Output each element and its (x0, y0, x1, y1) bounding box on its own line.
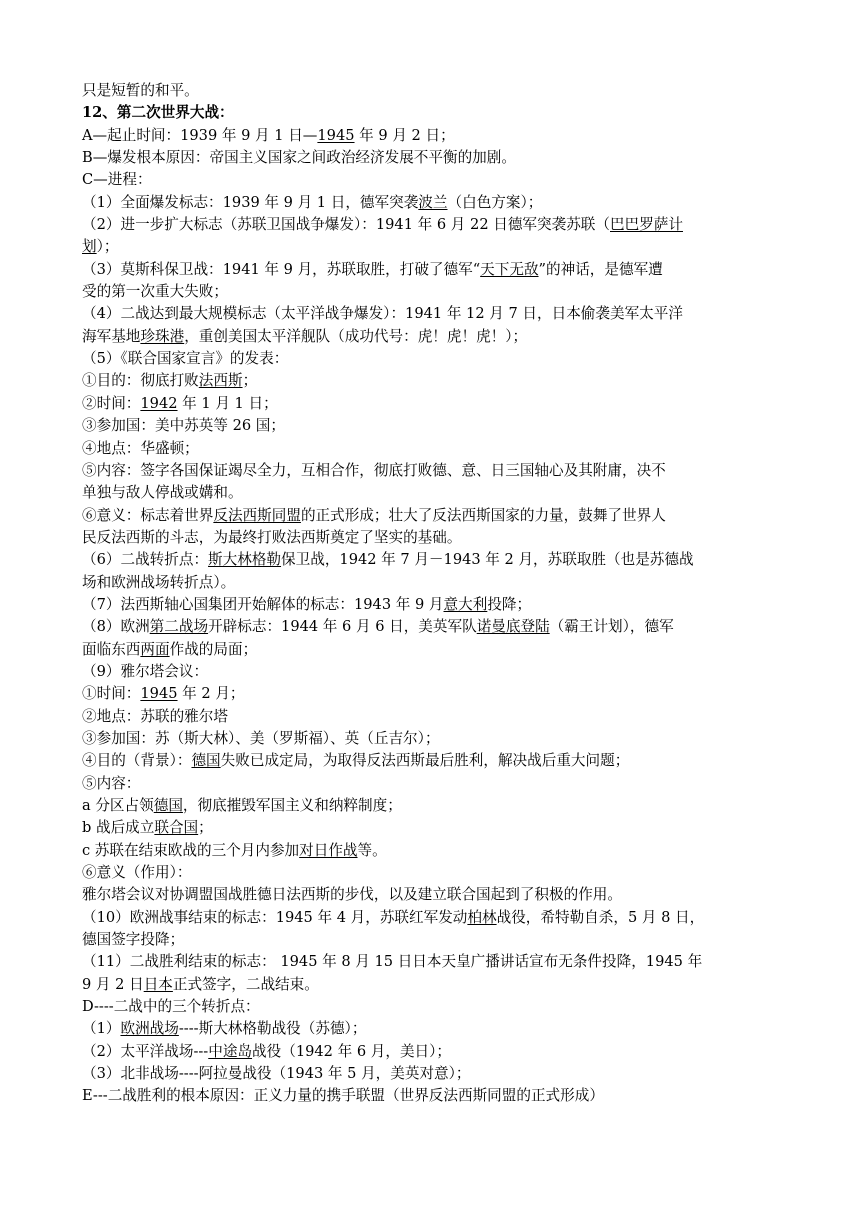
text-run: 开辟标志：1944 年 6 月 6 日，美英军队 (208, 618, 477, 636)
underlined-term: 1945 (317, 126, 355, 144)
text-run: ⑤内容： (82, 774, 141, 792)
text-line (82, 236, 782, 258)
text-run: ----斯大林格勒战役（苏德）； (178, 1020, 367, 1038)
text-line (82, 169, 782, 191)
text-run: ④地点：华盛顿； (82, 439, 199, 457)
text-line (82, 415, 782, 437)
text-line (82, 974, 782, 996)
text-line (82, 303, 782, 325)
text-run: 等。 (357, 841, 387, 859)
text-run: ⑥意义：标志着世界 (82, 506, 214, 524)
text-run: b 战后成立 (82, 819, 155, 837)
text-run: （10）欧洲战事结束的标志：1945 年 4 月，苏联红军发动 (82, 908, 468, 926)
underlined-term: 两面 (140, 640, 170, 658)
text-run: 年 2 月； (177, 685, 245, 703)
text-line (82, 460, 782, 482)
underlined-term: 法西斯 (198, 372, 243, 390)
text-line (82, 929, 782, 951)
text-run: 12、第二次世界大战： (82, 104, 234, 122)
text-line (82, 840, 782, 862)
text-run: ④目的（背景）： (82, 752, 192, 770)
text-line (82, 1041, 782, 1063)
text-run: ③参加国：美中苏英等 26 国； (82, 417, 285, 435)
document-body (82, 80, 782, 1108)
text-run: 正式签字，二战结束。 (172, 975, 319, 993)
text-line (82, 549, 782, 571)
underlined-term: 巴巴罗萨计 (610, 216, 683, 234)
text-run: ； (198, 819, 213, 837)
text-line (82, 616, 782, 638)
text-run: （2）太平洋战场--- (82, 1042, 209, 1060)
text-run: （1）全面爆发标志：1939 年 9 月 1 日，德军突袭 (82, 193, 419, 211)
section-heading (82, 102, 782, 124)
text-run: ，彻底摧毁军国主义和纳粹制度； (182, 797, 402, 814)
text-run: D----二战中的三个转折点： (82, 998, 260, 1016)
underlined-term: 天下无敌 (480, 260, 539, 278)
underlined-term: 欧洲战场 (120, 1020, 179, 1038)
text-run: （3）莫斯科保卫战：1941 年 9 月，苏联取胜，打破了德军“ (82, 260, 481, 278)
text-run: （2）进一步扩大标志（苏联卫国战争爆发）：1941 年 6 月 22 日德军突袭苏联（ (82, 216, 610, 234)
text-run: C—进程： (82, 171, 152, 189)
underlined-term: 第二战场 (149, 618, 209, 636)
text-run: 受的第一次重大失败； (82, 283, 228, 301)
text-run: 9 月 2 日 (82, 975, 144, 993)
text-line (82, 639, 782, 661)
text-run: 年 1 月 1 日； (177, 394, 278, 412)
text-line (82, 125, 782, 147)
text-run: 面临东西 (82, 640, 141, 658)
text-run: c 苏联在结束欧战的三个月内参加 (82, 841, 300, 859)
underlined-term: 意大利 (443, 595, 488, 613)
underlined-term: 波兰 (418, 193, 448, 211)
text-run: 雅尔塔会议对协调盟国战胜德日法西斯的步伐，以及建立联合国起到了积极的作用。 (82, 886, 622, 904)
text-line (82, 683, 782, 705)
text-line (82, 706, 782, 728)
text-line (82, 348, 782, 370)
text-line (82, 817, 782, 839)
text-line (82, 884, 782, 906)
text-run: （9）雅尔塔会议： (82, 662, 209, 680)
text-run: 只是短暂的和平。 (82, 82, 199, 99)
underlined-term: 诺曼底登陆 (476, 618, 550, 636)
text-run: （白色方案）； (447, 193, 543, 211)
text-line (82, 259, 782, 281)
text-line (82, 482, 782, 504)
text-line (82, 1063, 782, 1085)
text-line (82, 773, 782, 795)
text-run: ①目的：彻底打败 (82, 372, 199, 390)
text-line (82, 80, 782, 102)
text-line (82, 370, 782, 392)
text-run: ①时间： (82, 685, 141, 703)
text-run: （1） (82, 1020, 121, 1038)
underlined-term: 对日作战 (299, 841, 358, 859)
text-run: 战役，希特勒自杀，5 月 8 日， (496, 908, 705, 926)
underlined-term: 柏林 (467, 908, 497, 926)
text-run: ⑤内容：签字各国保证竭尽全力，互相合作，彻底打败德、意、日三国轴心及其附庸，决不 (82, 461, 666, 479)
text-run: 场和欧洲战场转折点）。 (82, 573, 236, 591)
text-run: a 分区占领 (82, 797, 154, 814)
underlined-term: 1945 (140, 685, 178, 703)
text-run: 德国签字投降； (82, 931, 185, 949)
text-run: 作战的局面； (169, 640, 258, 658)
text-run: 保卫战，1942 年 7 月－1943 年 2 月，苏联取胜（也是苏德战 (281, 551, 694, 569)
text-run: （11）二战胜利结束的标志： 1945 年 8 月 15 日日本天皇广播讲话宣布无条件投降，1945 年 (82, 953, 703, 971)
underlined-term: 日本 (143, 975, 173, 993)
text-line (82, 393, 782, 415)
underlined-term: 德国 (191, 752, 221, 770)
text-line (82, 572, 782, 594)
text-line (82, 505, 782, 527)
text-run: ⑥意义（作用）： (82, 864, 192, 882)
text-line (82, 326, 782, 348)
underlined-term: 反法西斯同盟 (213, 506, 301, 524)
text-run: ，重创美国太平洋舰队（成功代号：虎！虎！虎！）； (184, 327, 528, 345)
underlined-term: 1942 (140, 394, 178, 412)
text-run: 投降； (487, 595, 532, 613)
text-line (82, 907, 782, 929)
text-run: ②地点：苏联的雅尔塔 (82, 707, 228, 725)
text-run: A—起止时间：1939 年 9 月 1 日— (82, 126, 318, 144)
text-line (82, 214, 782, 236)
underlined-term: 斯大林格勒 (208, 551, 282, 569)
text-line (82, 951, 782, 973)
text-line (82, 1085, 782, 1107)
underlined-term: 联合国 (154, 819, 199, 837)
text-run: （霸王计划），德军 (549, 618, 674, 636)
text-run: 年 9 月 2 日； (354, 126, 455, 144)
text-run: E---二战胜利的根本原因：正义力量的携手联盟（世界反法西斯同盟的正式形成） (82, 1087, 604, 1105)
text-line (82, 750, 782, 772)
text-run: ③参加国：苏（斯大林）、美（罗斯福）、英（丘吉尔）； (82, 729, 440, 747)
text-line (82, 728, 782, 750)
text-run: 战役（1942 年 6 月，美日）； (252, 1042, 452, 1060)
text-line (82, 192, 782, 214)
underlined-term: 中途岛 (208, 1042, 253, 1060)
text-run: （3）北非战场----阿拉曼战役（1943 年 5 月，美英对意）； (82, 1065, 471, 1083)
text-line (82, 147, 782, 169)
text-run: （7）法西斯轴心国集团开始解体的标志：1943 年 9 月 (82, 595, 444, 613)
text-run: B—爆发根本原因：帝国主义国家之间政治经济发展不平衡的加剧。 (82, 149, 516, 167)
text-run: ； (242, 372, 258, 390)
text-run: ②时间： (82, 394, 141, 412)
text-line (82, 795, 782, 817)
text-run: （5）《联合国家宣言》的发表： (82, 350, 289, 368)
text-line (82, 862, 782, 884)
text-run: （6）二战转折点： (82, 551, 209, 569)
text-line (82, 281, 782, 303)
text-line (82, 996, 782, 1018)
text-run: 海军基地 (82, 327, 141, 345)
text-run: ）； (96, 238, 119, 256)
text-line (82, 527, 782, 549)
text-run: （8）欧洲 (82, 618, 150, 636)
text-line (82, 661, 782, 683)
text-run: 失败已成定局，为取得反法西斯最后胜利，解决战后重大问题； (220, 752, 630, 770)
text-run: 民反法西斯的斗志，为最终打败法西斯奠定了坚实的基础。 (82, 528, 462, 546)
underlined-term: 划 (82, 238, 97, 256)
text-run: 的正式形成；壮大了反法西斯国家的力量，鼓舞了世界人 (300, 506, 666, 524)
text-line (82, 1018, 782, 1040)
underlined-term: 德国 (153, 797, 183, 814)
text-run: ”的神话，是德军遭 (538, 260, 663, 278)
text-line (82, 594, 782, 616)
text-line (82, 438, 782, 460)
text-run: （4）二战达到最大规模标志（太平洋战争爆发）：1941 年 12 月 7 日，日本偷袭美军太平洋 (82, 305, 683, 323)
text-run: 单独与敌人停战或媾和。 (82, 484, 243, 502)
underlined-term: 珍珠港 (140, 327, 185, 345)
